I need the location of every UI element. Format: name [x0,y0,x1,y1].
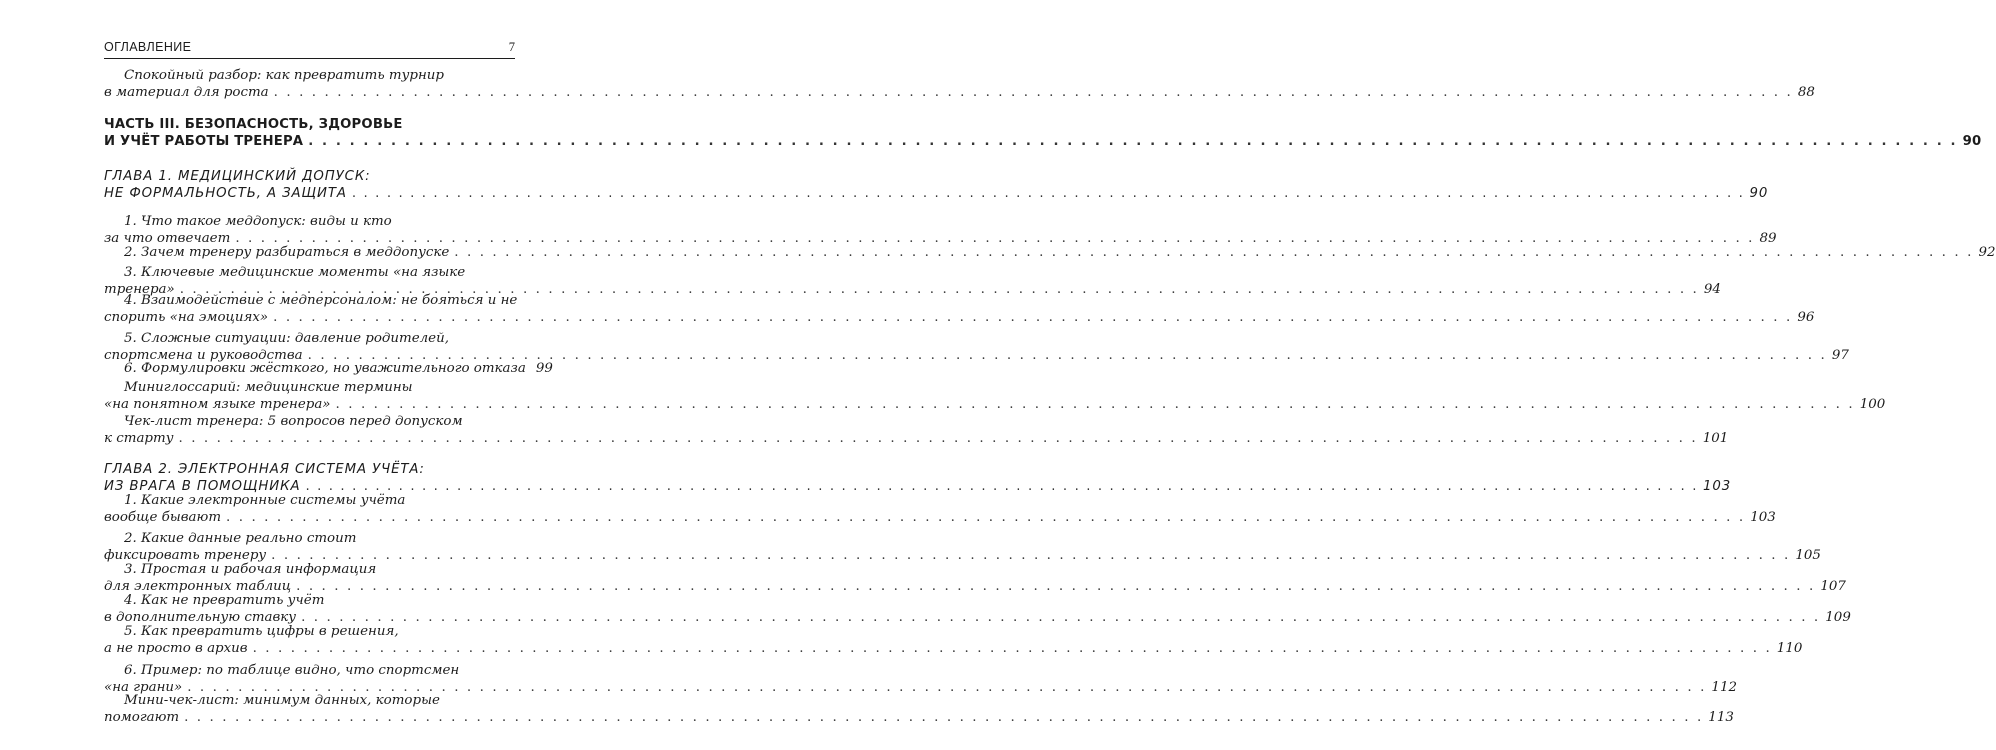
dot-leader: . . . . . . . . . . . . . . . . . . . . . . . . . . . . . . . . . . . . . . . . . . . . . . . . . . . . . . . . . . . . . . . . . . . . . . . . . . . . . . . . . . . . . . . . . . . . . . . . . . . . . . . . . . . . . . . . . . . . . . . . [307,347,1827,363]
dot-leader: . . . . . . . . . . . . . . . . . . . . . . . . . . . . . . . . . . . . . . . . . . . . . . . . . . . . . . . . . . . . . . . . . . . . . . . . . . . . . . . . . . . . . . . . . . . . . . . . . . . . . . . . . . . . . . . . . . . . . . . . [454,245,1974,260]
toc-leader-line [104,709,1734,726]
dot-leader: . . . . . . . . . . . . . . . . . . . . . . . . . . . . . . . . . . . . . . . . . . . . . . . . . . . . . . . . . . . . . . . . . . . . . . . . . . . . . . . . . . . . . . . . . . . . . . . . . . . . . . . . . . . . . . . . . . . . . . . . [305,478,1699,494]
dot-leader: . . . . . . . . . . . . . . . . . . . . . . . . . . . . . . . . . . . . . . . . . . . . . . . . . . . . . . . . . . . . . . . . . . . . . . . . . . . . . . . . . . . . . . . . . . . . . . . . . . . . . . . . . . . . . . . . . . . . . . . . [351,185,1745,201]
toc-leader-line [104,185,1769,202]
toc-line: для электронных таблиц [104,578,292,594]
toc-page-number: 89 [1759,230,1777,246]
dot-leader: . . . . . . . . . . . . . . . . . . . . . . . . . . . . . . . . . . . . . . . . . . . . . . . . . . . . . . . . . . . . . . . . . . . . . . . . . . . . . . . . . . . . . . . . . . . . . . . . . . . . . . . . . . . . . . . . . . . . . . . . [296,578,1816,594]
toc-leader-line [104,430,1729,447]
toc-line: фиксировать тренеру [104,547,267,563]
toc-leader-line [104,133,1982,150]
toc-line: 2. Зачем тренеру разбираться в меддопуске [124,245,450,260]
toc-section-entry[interactable] [104,593,1851,626]
toc-line: 5. Сложные ситуации: давление родителей, [124,331,449,346]
toc-section-entry[interactable] [104,493,1776,526]
toc-chapter-entry[interactable] [104,169,1769,202]
toc-line: в материал для роста [104,84,269,100]
toc-line: в дополнительную ставку [104,609,297,625]
section-title: ОГЛАВЛЕНИЕ [104,40,192,54]
toc-line: спортсмена и руководства [104,347,303,363]
toc-section-entry[interactable] [104,663,1737,696]
toc-page-number: 90 [1962,133,1982,149]
toc-line: Мини-чек-лист: минимум данных, которые [124,693,440,708]
dot-leader: . . . . . . . . . . . . . . . . . . . . . . . . . . . . . . . . . . . . . . . . . . . . . . . . . . . . . . . . . . . . . . . . . . . . . . . . . . . . . . . . . . . . . . . . . . . . . . . . . . . . . . . . . . . . . . . . . . . . . . . . [273,84,1793,100]
toc-section-entry[interactable] [104,293,1815,326]
toc-line: вообще бывают [104,509,222,525]
toc-section-entry[interactable] [104,331,1849,364]
toc-page-number: 88 [1797,84,1815,100]
toc-page-number: 100 [1859,396,1886,412]
toc-page-number: 110 [1776,640,1803,656]
toc-leader-line [104,309,1815,326]
header-rule [104,58,515,59]
toc-page-number: 103 [1703,478,1732,494]
toc-leader-line [104,396,1886,413]
toc-page-number: 113 [1708,709,1734,725]
toc-line: «на грани» [104,679,183,695]
dot-leader: . . . . . . . . . . . . . . . . . . . . . . . . . . . . . . . . . . . . . . . . . . . . . . . . . . . . . . . . . . . . . . . . . . . . . . . . . . . . . . . . . . . . . . . . . . . . . . . . . . . . . . . . . . . . . . . . . . . . . . . . [226,509,1746,525]
running-head [104,40,515,58]
toc-line: помогают [104,709,180,725]
toc-line: 6. Пример: по таблице видно, что спортсмен [124,663,460,678]
toc-line: НЕ ФОРМАЛЬНОСТЬ, А ЗАЩИТА [104,185,347,201]
toc-page-number: 103 [1750,509,1776,525]
dot-leader: . . . . . . . . . . . . . . . . . . . . . . . . . . . . . . . . . . . . . . . . . . . . . . . . . . . . . . . . . . . . . . . . . . . . . . . . . . . . . . . . . . . . . . . . . . . . . . . . . . . . . . . . . . . . . . . . . . . . . . . . [273,309,1793,325]
toc-line: Миниглоссарий: медицинские термины [124,380,413,395]
toc-line: Спокойный разбор: как превратить турнир [124,68,444,83]
toc-page-number: 96 [1797,309,1815,325]
page-number: 7 [508,40,515,54]
dot-leader: . . . . . . . . . . . . . . . . . . . . . . . . . . . . . . . . . . . . . . . . . . . . . . . . . . . . . . . . . . . . . . . . . . . . . . . . . . . . . . . . . . . . . . . . . . . . . . . . . . . . . . . . . . . . . . . . . . . . . . . . [178,430,1698,446]
toc-line: а не просто в архив [104,640,248,656]
toc-page-number: 97 [1831,347,1849,363]
toc-line: И УЧЁТ РАБОТЫ ТРЕНЕРА [104,133,304,149]
toc-line: спорить «на эмоциях» [104,309,269,325]
toc-section-entry[interactable] [104,414,1729,447]
toc-page-number: 107 [1820,578,1846,594]
toc-section-entry[interactable] [104,531,1821,564]
toc-section-entry[interactable] [104,624,1803,657]
toc-line: 6. Формулировки жёсткого, но уважительного отказа [124,361,526,376]
toc-line: 3. Простая и рабочая информация [124,562,377,577]
toc-leader-line [104,640,1803,657]
toc-page-number: 101 [1702,430,1729,446]
toc-line: ИЗ ВРАГА В ПОМОЩНИКА [104,478,301,494]
dot-leader: . . . . . . . . . . . . . . . . . . . . . . . . . . . . . . . . . . . . . . . . . . . . . . . . . . . . . . . . . . . . . . . . . . . . . . . . . . . . . . . . . . . . . . . . . . . . . . . . . . . . . . . . . . . . . . . . . . . . . . . . [301,609,1821,625]
toc-line: 1. Что такое меддопуск: виды и кто [124,214,392,229]
toc-section-entry[interactable] [104,693,1734,726]
toc-page-number: 90 [1749,185,1769,201]
toc-section-entry[interactable] [104,68,1815,101]
toc-line: Чек-лист тренера: 5 вопросов перед допуском [124,414,463,429]
toc-line: 5. Как превратить цифры в решения, [124,624,399,639]
toc-line: 1. Какие электронные системы учёта [124,493,406,508]
toc-section-entry[interactable] [104,361,553,378]
toc-line: «на понятном языке тренера» [104,396,331,412]
toc-page-number: 105 [1795,547,1821,563]
dot-leader: . . . . . . . . . . . . . . . . . . . . . . . . . . . . . . . . . . . . . . . . . . . . . . . . . . . . . . . . . . . . . . . . . . . . . . . . . . . . . . . . . . . . . . . . . . . . . . . . . . . . . . . . . . . . . . . . . . . . . . . . [187,679,1707,695]
toc-line: к старту [104,430,174,446]
toc-chapter-entry[interactable] [104,462,1732,495]
toc-line: ГЛАВА 1. МЕДИЦИНСКИЙ ДОПУСК: [104,169,371,184]
toc-line: 3. Ключевые медицинские моменты «на языке [124,265,466,280]
toc-line: 2. Какие данные реально стоит [124,531,357,546]
toc-page-number: 109 [1825,609,1851,625]
toc-leader-line [124,361,553,377]
toc-section-entry[interactable] [104,214,1777,247]
dot-leader: . . . . . . . . . . . . . . . . . . . . . . . . . . . . . . . . . . . . . . . . . . . . . . . . . . . . . . . . . . . . . . . . . . . . . . . . . . . . . . . . . . . . . . . . . . . . . . . . . . . . . . . . . . . . . . . . . . . . . . . . [235,230,1755,246]
dot-leader: . . . . . . . . . . . . . . . . . . . . . . . . . . . . . . . . . . . . . . . . . . . . . . . . . . . . . . . . . . . . . . . . . . . . . . . . . . . . . . . . . . . . . . . . . . . . . . . . . . . . . . . . . . . . . . . . . . . . . . . . [308,133,1958,149]
toc-section-entry[interactable] [104,380,1886,413]
toc-line: ЧАСТЬ III. БЕЗОПАСНОСТЬ, ЗДОРОВЬЕ [104,117,403,132]
toc-leader-line [104,509,1776,526]
dot-leader: . . . . . . . . . . . . . . . . . . . . . . . . . . . . . . . . . . . . . . . . . . . . . . . . . . . . . . . . . . . . . . . . . . . . . . . . . . . . . . . . . . . . . . . . . . . . . . . . . . . . . . . . . . . . . . . . . . . . . . . . [271,547,1791,563]
dot-leader: . . . . . . . . . . . . . . . . . . . . . . . . . . . . . . . . . . . . . . . . . . . . . . . . . . . . . . . . . . . . . . . . . . . . . . . . . . . . . . . . . . . . . . . . . . . . . . . . . . . . . . . . . . . . . . . . . . . . . . . . [335,396,1855,412]
toc-line: за что отвечает [104,230,231,246]
dot-leader: . . . . . . . . . . . . . . . . . . . . . . . . . . . . . . . . . . . . . . . . . . . . . . . . . . . . . . . . . . . . . . . . . . . . . . . . . . . . . . . . . . . . . . . . . . . . . . . . . . . . . . . . . . . . . . . . . . . . . . . . [179,281,1699,297]
toc-section-entry[interactable] [104,562,1846,595]
toc-line: 4. Как не превратить учёт [124,593,325,608]
toc-section-entry[interactable] [104,245,1996,262]
dot-leader: . . . . . . . . . . . . . . . . . . . . . . . . . . . . . . . . . . . . . . . . . . . . . . . . . . . . . . . . . . . . . . . . . . . . . . . . . . . . . . . . . . . . . . . . . . . . . . . . . . . . . . . . . . . . . . . . . . . . . . . . [184,709,1704,725]
toc-line: ГЛАВА 2. ЭЛЕКТРОННАЯ СИСТЕМА УЧЁТА: [104,462,425,477]
toc-page-number: 112 [1711,679,1737,695]
toc-leader-line [124,245,1996,261]
toc-line: 4. Взаимодействие с медперсоналом: не бояться и не [124,293,518,308]
toc-leader-line [104,84,1815,101]
toc-page-number: 94 [1703,281,1721,297]
toc-part-entry[interactable] [104,117,1982,150]
toc-line: тренера» [104,281,175,297]
toc-page-number: 92 [1978,245,1996,260]
toc-page-number: 99 [535,361,553,376]
dot-leader: . . . . . . . . . . . . . . . . . . . . . . . . . . . . . . . . . . . . . . . . . . . . . . . . . . . . . . . . . . . . . . . . . . . . . . . . . . . . . . . . . . . . . . . . . . . . . . . . . . . . . . . . . . . . . . . . . . . . . . . . [252,640,1772,656]
